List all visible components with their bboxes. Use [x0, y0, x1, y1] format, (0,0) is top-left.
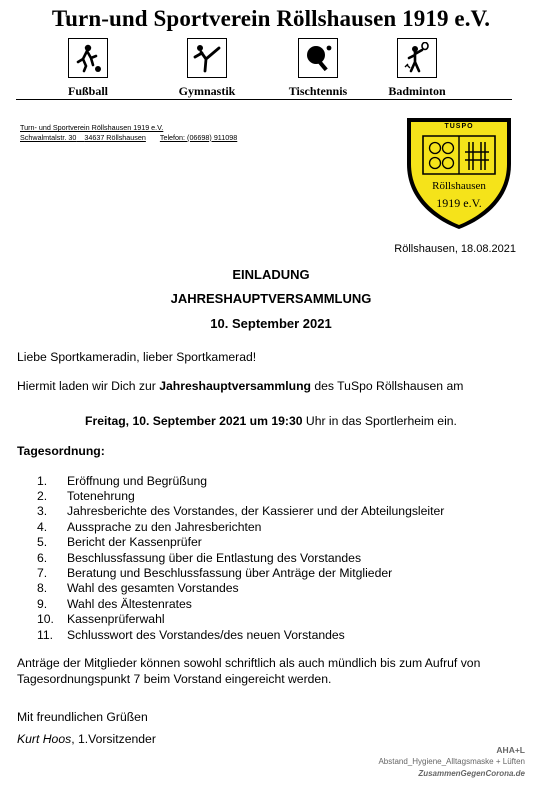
item-text: Wahl des gesamten Vorstandes — [67, 581, 239, 596]
sender-city: 34637 Röllshausen — [84, 132, 146, 142]
footer-aha: AHA+L — [496, 745, 525, 755]
item-number: 2. — [37, 489, 48, 504]
item-number: 6. — [37, 550, 48, 565]
footer-rules: Abstand_Hygiene_Alltagsmaske + Lüften — [378, 757, 525, 766]
item-number: 3. — [37, 504, 48, 519]
gymnastics-icon — [187, 38, 227, 78]
football-player-icon — [68, 38, 108, 78]
logo-top-text: TUSPO — [444, 123, 474, 130]
list-item — [17, 519, 537, 534]
item-text: Eröffnung und Begrüßung — [67, 473, 208, 488]
invitation-sentence — [17, 379, 527, 395]
list-item — [17, 550, 537, 565]
item-number: 1. — [37, 473, 48, 488]
letter-date: Röllshausen, 18.08.2021 — [394, 243, 516, 255]
sender-line: Turn- und Sportverein Röllshausen 1919 e.V. — [20, 123, 164, 132]
invite-text: Hiermit laden wir Dich zur — [17, 379, 160, 393]
list-item — [17, 581, 537, 596]
item-text: Wahl des Ältestenrates — [67, 596, 192, 611]
sport-table-tennis — [263, 38, 373, 99]
item-number: 10. — [37, 612, 54, 627]
closing: Mit freundlichen Grüßen — [17, 710, 148, 724]
footer-campaign: ZusammenGegenCorona.de — [418, 769, 525, 778]
list-item — [17, 612, 537, 627]
invite-emphasis: Jahreshauptversammlung — [159, 379, 311, 393]
item-text: Bericht der Kassenprüfer — [67, 535, 202, 550]
list-item — [17, 565, 537, 580]
sport-badminton — [362, 38, 472, 99]
signature — [17, 732, 527, 748]
item-number: 11. — [37, 627, 54, 642]
item-text: Jahresberichte des Vorstandes, der Kassierer und der Abteilungsleiter — [67, 504, 445, 519]
heading-invitation: EINLADUNG — [232, 267, 310, 282]
item-text: Kassenprüferwahl — [67, 612, 165, 627]
agenda-title: Tagesordnung: — [17, 444, 105, 458]
sport-label: Tischtennis — [288, 84, 348, 98]
sender-phone: Telefon: (06698) 911098 — [159, 132, 238, 142]
header-divider — [16, 99, 512, 100]
sport-label: Gymnastik — [178, 84, 236, 98]
item-number: 7. — [37, 566, 48, 581]
signature-name: Kurt Hoos — [17, 732, 72, 746]
sender-line — [20, 133, 237, 143]
item-text: Totenehrung — [67, 489, 135, 504]
signature-role: , 1.Vorsitzender — [71, 732, 156, 746]
item-text: Aussprache zu den Jahresberichten — [67, 519, 262, 534]
list-item — [17, 627, 537, 642]
table-tennis-icon — [298, 38, 338, 78]
list-item — [17, 504, 537, 519]
sport-label: Fußball — [67, 84, 109, 98]
item-number: 4. — [37, 519, 48, 534]
meeting-time: Freitag, 10. September 2021 um 19:30 — [85, 414, 303, 428]
agenda-list — [17, 473, 537, 642]
item-text: Beschlussfassung über die Entlastung des Vorstandes — [67, 550, 362, 565]
sport-label: Badminton — [388, 84, 446, 98]
sport-gymnastics — [152, 38, 262, 99]
meeting-datetime — [0, 414, 542, 430]
list-item — [17, 596, 537, 611]
greeting: Liebe Sportkameradin, lieber Sportkamerad! — [17, 350, 257, 364]
list-item — [17, 488, 537, 503]
logo-town: Röllshausen — [432, 180, 486, 192]
motions-paragraph: Anträge der Mitglieder können sowohl schriftlich als auch mündlich bis zum Aufruf von Tagesordnungspunkt 7 beim Vorstand eingereicht werden. — [17, 656, 481, 686]
club-logo — [403, 108, 515, 232]
heading-meeting: JAHRESHAUPTVERSAMMLUNG — [170, 291, 372, 306]
list-item — [17, 535, 537, 550]
item-number: 5. — [37, 535, 48, 550]
sender-address — [20, 123, 237, 142]
item-number: 9. — [37, 596, 48, 611]
club-title: Turn-und Sportverein Röllshausen 1919 e.V. — [51, 6, 491, 31]
sender-street: Schwalmtalstr. 30 — [20, 132, 77, 142]
invite-text: des TuSpo Röllshausen am — [310, 379, 464, 393]
badminton-icon — [397, 38, 437, 78]
meeting-location: Uhr in das Sportlerheim ein. — [302, 414, 457, 428]
item-text: Schlusswort des Vorstandes/des neuen Vorstandes — [67, 627, 345, 642]
logo-year: 1919 e.V. — [436, 196, 482, 210]
item-text: Beratung und Beschlussfassung über Anträge der Mitglieder — [67, 566, 393, 581]
list-item — [17, 473, 537, 488]
item-number: 8. — [37, 581, 48, 596]
heading-date: 10. September 2021 — [210, 316, 332, 331]
sport-football — [33, 38, 143, 99]
